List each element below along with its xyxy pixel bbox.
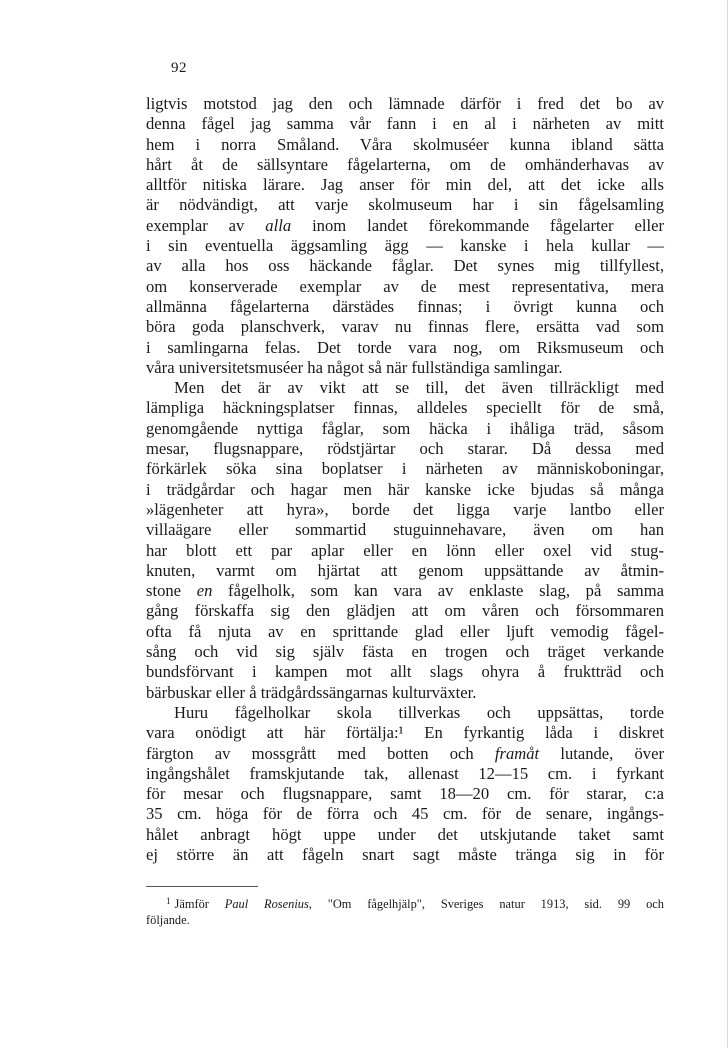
text-segment: inom landet förekommande fågelarter eller — [291, 215, 664, 235]
text-line: knuten, varmt om hjärtat att genom uppsättande av åtmin- — [146, 560, 664, 580]
text-line: lämpliga häckningsplatser finnas, alldeles speciellt för de små, — [146, 398, 664, 418]
text-line: ej större än att fågeln snart sagt måste tränga sig in för — [146, 844, 664, 864]
footnote-rule — [146, 886, 258, 887]
text-line: 35 cm. höga för de förra och 45 cm. för de senare, ingångs- — [146, 804, 664, 824]
italic-word: en — [196, 581, 213, 601]
text-line: hålet anbragt högt uppe under det utskjutande taket samt — [146, 824, 664, 844]
italic-word: framåt — [494, 743, 540, 763]
footnote-line — [146, 892, 664, 911]
body-text — [146, 94, 664, 865]
text-line: våra universitetsmuséer ha något så när fullständiga samlingar. — [146, 357, 563, 377]
text-line: i sin eventuella äggsamling ägg — kanske i hela kullar — — [146, 236, 664, 256]
text-line: Men det är av vikt att se till, det även tillräckligt med — [174, 378, 664, 398]
text-line: genomgående nyttiga fåglar, som häcka i ihåliga träd, såsom — [146, 418, 664, 438]
text-line: »lägenheter att hyra», borde det ligga varje lantbo eller — [146, 499, 664, 519]
text-line: Huru fågelholkar skola tillverkas och uppsättas, torde — [174, 702, 664, 722]
text-line: för mesar och flugsnappare, samt 18—20 cm. för starar, c:a — [146, 784, 664, 804]
text-line: av alla hos oss häckande fåglar. Det synes mig tillfyllest, — [146, 256, 664, 276]
text-line: ofta få njuta av en sprittande glad eller ljuft vemodig fågel- — [146, 621, 664, 641]
text-line: böra goda planschverk, varav nu finnas flere, ersätta vad som — [146, 317, 664, 337]
text-line — [146, 216, 664, 236]
text-segment: lutande, över — [539, 743, 664, 763]
text-line: om konserverade exemplar av de mest representativa, mera — [146, 276, 664, 296]
text-line: i trädgårdar och hagar men här kanske icke bjudas så många — [146, 479, 664, 499]
text-line: förkärlek söka sina boplatser i närheten av människoboningar, — [146, 459, 664, 479]
text-line: i samlingarna felas. Det torde vara nog, om Riksmuseum och — [146, 337, 664, 357]
text-line: hårt åt de sällsyntare fågelarterna, om de omhänderhavas av — [146, 154, 664, 174]
text-line: bärbuskar eller å trädgårdssängarnas kulturväxter. — [146, 682, 477, 702]
footnote-citation: , "Om fågelhjälp", Sveriges natur 1913, sid. 99 och — [308, 897, 664, 911]
text-line: gång förskaffa sig den glädjen att om våren och försommaren — [146, 601, 664, 621]
footnote-line: följande. — [146, 913, 190, 927]
text-line: ingångshålet framskjutande tak, allenast 12—15 cm. i fyrkant — [146, 763, 664, 783]
footnote-marker: 1 — [166, 896, 171, 906]
text-line: bundsförvant i kampen mot allt slags ohyra å fruktträd och — [146, 662, 664, 682]
text-line: sång och vid sig själv fästa en trogen och träget verkande — [146, 642, 664, 662]
text-line: vara onödigt att här förtälja:¹ En fyrkantig låda i diskret — [146, 723, 664, 743]
italic-word: alla — [265, 215, 292, 235]
text-line: har blott ett par aplar eller en lönn eller oxel vid stug- — [146, 540, 664, 560]
footnote-author: Paul Rosenius — [224, 897, 309, 911]
text-segment: exemplar av — [146, 215, 266, 235]
text-line: mesar, flugsnappare, rödstjärtar och starar. Då dessa med — [146, 439, 664, 459]
text-line: är nödvändigt, att varje skolmuseum har i sin fågelsamling — [146, 195, 664, 215]
text-line: villaägare eller sommartid stuguinnehavare, även om han — [146, 520, 664, 540]
text-segment: fågelholk, som kan vara av enklaste slag, på samma — [212, 581, 664, 601]
text-line: alltför nitiska lärare. Jag anser för min del, att det icke alls — [146, 175, 664, 195]
page-number: 92 — [171, 60, 187, 76]
text-segment: stone — [146, 581, 197, 601]
text-line: allmänna fågelarterna därstädes finnas; i övrigt kunna och — [146, 296, 664, 316]
text-line — [146, 581, 664, 601]
footnote — [146, 892, 664, 930]
text-line: denna fågel jag samma vår fann i en al i närheten av mitt — [146, 114, 664, 134]
footnote-prefix: Jämför — [174, 897, 225, 911]
text-line: ligtvis motstod jag den och lämnade därför i fred det bo av — [146, 94, 664, 113]
text-line: hem i norra Småland. Våra skolmuséer kunna ibland sätta — [146, 134, 664, 154]
text-line — [146, 744, 664, 764]
text-segment: färgton av mossgrått med botten och — [146, 743, 495, 763]
